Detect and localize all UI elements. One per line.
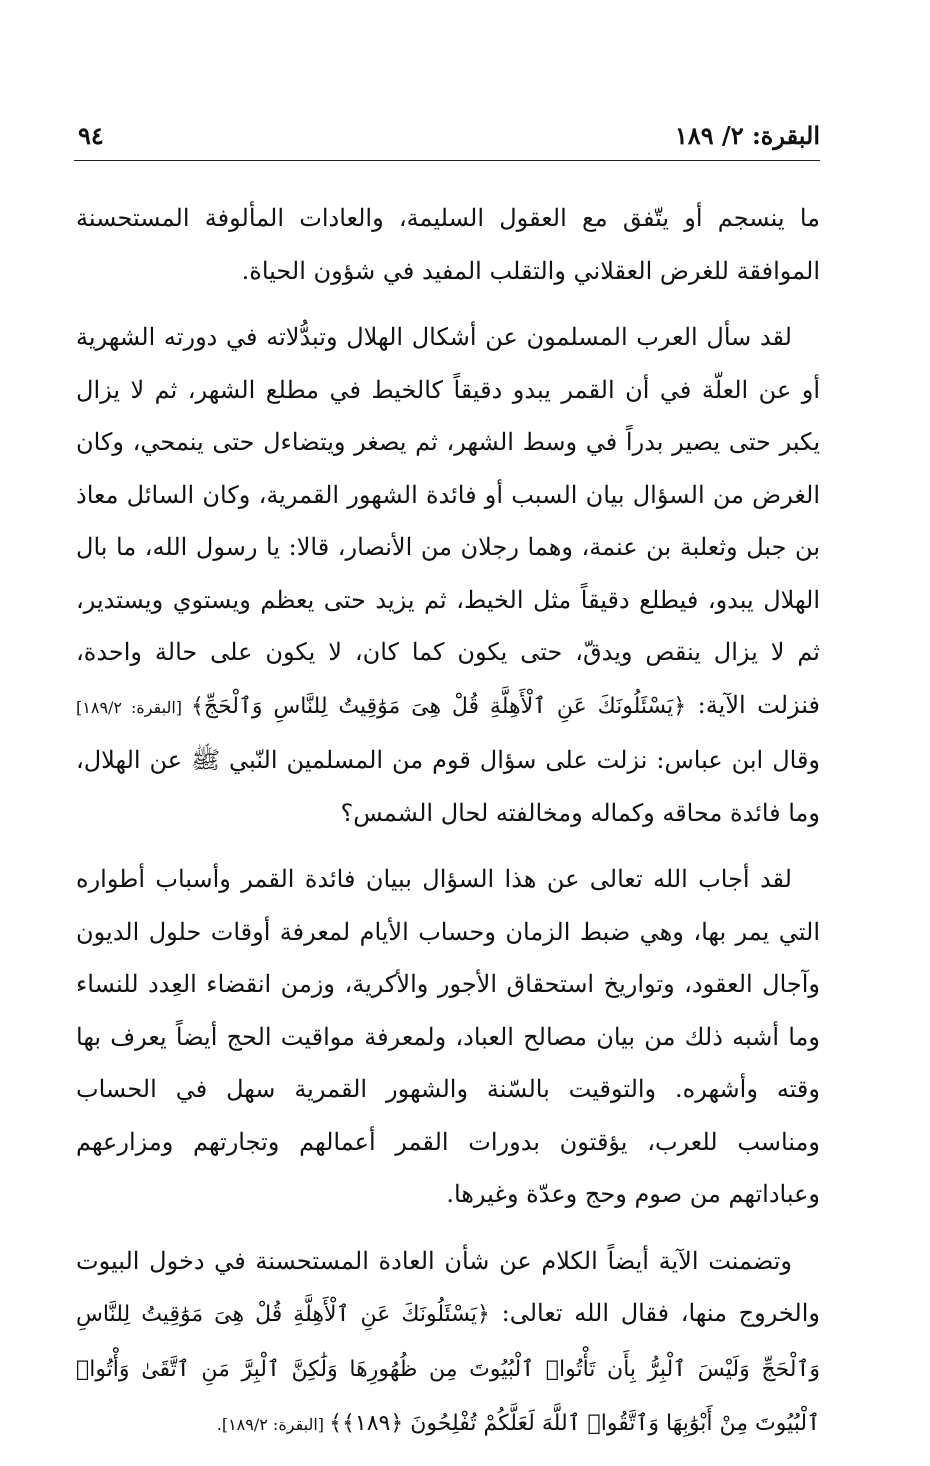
paragraph-4 xyxy=(76,1235,820,1452)
paragraph-2 xyxy=(76,311,820,839)
body-text xyxy=(76,192,820,1466)
verse-reference: [البقرة: ١٨٩/٢]. xyxy=(216,1415,330,1434)
verse-reference: [البقرة: ١٨٩/٢] xyxy=(76,697,191,717)
paragraph-3-text: لقد أجاب الله تعالى عن هذا السؤال ببيان فائدة القمر وأسباب أطواره التي يمر بها، وهي ضبط الزمان وحساب الأيام لمعرفة أوقات حلول الديون وآجال العقود، وتواريخ استحقاق الأجور والأكرية، وزمن انقضاء العِدد للنساء وما أشبه ذلك من بيان مصالح العباد، ولمعرفة مواقيت الحج أيضاً يعرف بها وقته وأشهره. والتوقيت بالسّنة والشهور القمرية سهل في الحساب ومناسب للعرب، يؤقتون بدورات القمر أعمالهم وتجارتهم ومزارعهم وعباداتهم من صوم وحج وعدّة وغيرها. xyxy=(76,865,820,1208)
quran-verse: ﴿يَسْئَلُونَكَ عَنِ ٱلْأَهِلَّةِ قُلْ هِىَ مَوَٰقِيتُ لِلنَّاسِ وَٱلْحَجِّ وَلَيْسَ ٱلْبِرُّ بِأَن تَأْتُوا۟ ٱلْبُيُوتَ مِن ظُهُورِهَا وَلَٰكِنَّ ٱلْبِرَّ مَنِ ٱتَّقَىٰ وَأْتُوا۟ ٱلْبُيُوتَ مِنْ أَبْوَٰبِهَا وَٱتَّقُوا۟ ٱللَّهَ لَعَلَّكُمْ تُفْلِحُونَ ﴿١٨٩﴾﴾ xyxy=(76,1302,820,1436)
paragraph-1-text: ما ينسجم أو يتّفق مع العقول السليمة، والعادات المألوفة المستحسنة الموافقة للغرض العقلاني والتقلب المفيد في شؤون الحياة. xyxy=(76,204,820,285)
paragraph-2-text-part1: لقد سأل العرب المسلمون عن أشكال الهلال وتبدُّلاته في دورته الشهرية أو عن العلّة في أن القمر يبدو دقيقاً كالخيط في مطلع الشهر، ثم لا يزال يكبر حتى يصير بدراً في وسط الشهر، ثم يصغر ويتضاءل حتى ينمحي، وكان الغرض من السؤال بيان السبب أو فائدة الشهور القمرية، وكان السائل معاذ بن جبل وثعلبة بن عنمة، وهما رجلان من الأنصار، قالا: يا رسول الله، ما بال الهلال يبدو، فيطلع دقيقاً مثل الخيط، ثم يزيد حتى يعظم ويستوي ويستدير، ثم لا يزال ينقص ويدقّ، حتى يكون كما كان، لا يكون على حالة واحدة، فنزلت الآية: xyxy=(76,323,820,719)
running-header-title: البقرة: ٢/ ١٨٩ xyxy=(674,121,820,150)
paragraph-2-text-part2: وقال ابن عباس: نزلت على سؤال قوم من المسلمين النّبي ﷺ عن الهلال، وما فائدة محاقه وكماله ومخالفته لحال الشمس؟ xyxy=(76,746,820,827)
paragraph-1 xyxy=(76,192,820,297)
header-divider xyxy=(74,160,820,161)
page-number: ٩٤ xyxy=(78,121,104,150)
page-header xyxy=(78,118,820,154)
paragraph-3 xyxy=(76,853,820,1221)
quran-verse: ﴿يَسْئَلُونَكَ عَنِ ٱلْأَهِلَّةِ قُلْ هِىَ مَوَٰقِيتُ لِلنَّاسِ وَٱلْحَجِّ﴾ xyxy=(190,693,687,719)
paragraph-4-text-part1: وتضمنت الآية أيضاً الكلام عن شأن العادة المستحسنة في دخول البيوت والخروج منها، فقال الله تعالى: xyxy=(76,1246,820,1327)
